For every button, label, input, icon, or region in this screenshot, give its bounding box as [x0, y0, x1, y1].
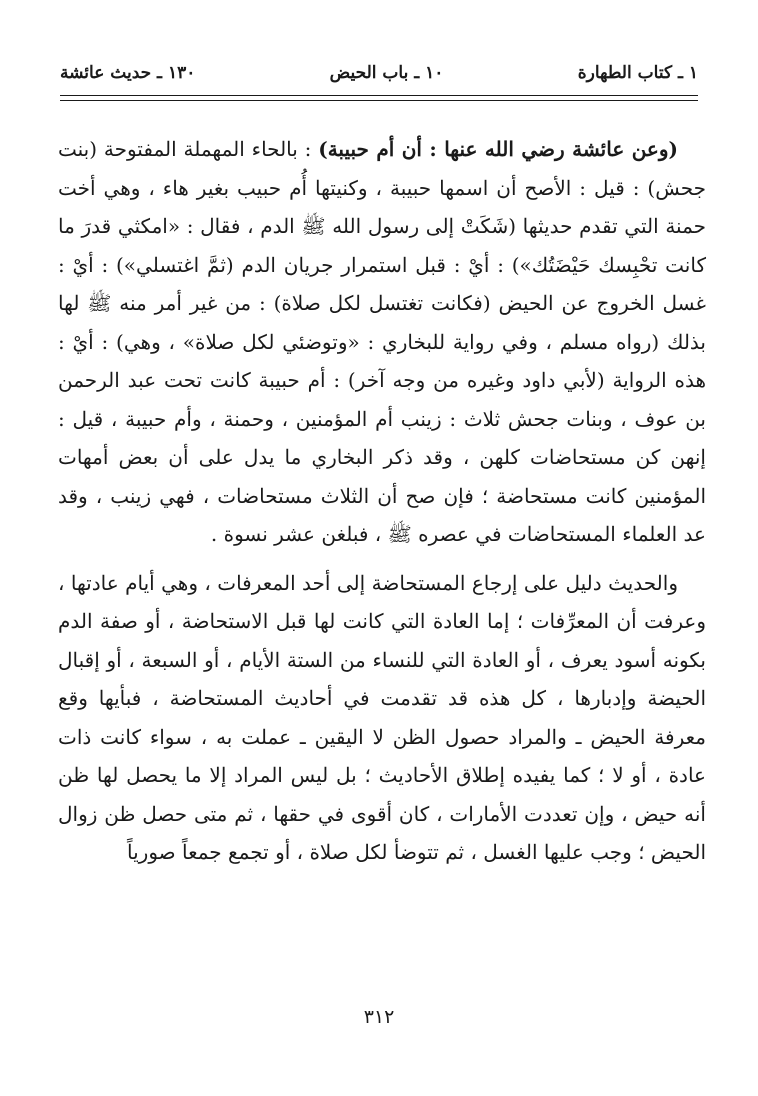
paragraph-text: : بالحاء المهملة المفتوحة (بنت جحش) : قيل : الأصح أن اسمها حبيبة ، وكنيتها أُم حبيب بغير هاء ، وهي أخت حمنة التي تقدم حديثها (شَكَتْ إلى رسول الله ﷺ الدم ، فقال : «امكثي قدرَ ما كانت تحْبِسك حَيْضَتُك») : أيْ : قبل استمرار جريان الدم (ثمَّ اغتسلي») : أيْ : غسل الخروج عن الحيض (فكانت تغتسل لكل صلاة) : من غير أمر منه ﷺ لها بذلك (رواه مسلم ، وفي رواية للبخاري : «وتوضئي لكل صلاة» ، وهي) : أيْ : هذه الرواية (لأبي داود وغيره من وجه آخر) : أم حبيبة كانت تحت عبد الرحمن بن عوف ، وبنات جحش ثلاث : زينب أم المؤمنين ، وحمنة ، وأم حبيبة ، قيل : إنهن كن مستحاضات كلهن ، وقد ذكر البخاري ما يدل على أن بعض أمهات المؤمنين كانت مستحاضة ؛ فإن صح أن الثلاث مستحاضات ، فهي زينب ، وقد عد العلماء المستحاضات في عصره ﷺ ، فبلغن عشر نسوة . — [58, 137, 706, 546]
page-number: ٣١٢ — [363, 1006, 395, 1028]
running-header — [60, 52, 698, 94]
paragraph-text: والحديث دليل على إرجاع المستحاضة إلى أحد المعرفات ، وهي أيام عادتها ، وعرفت أن المعرِّفات ؛ إما العادة التي كانت لها قبل الاستحاضة ، أو صفة الدم بكونه أسود يعرف ، أو العادة التي للنساء من الستة الأيام ، أو السبعة ، أو إقبال الحيضة وإدبارها ، كل هذه قد تقدمت في أحاديث المستحاضة ، فبأيها وقع معرفة الحيض ـ والمراد حصول الظن لا اليقين ـ عملت به ، سواء كانت ذات عادة ، أو لا ؛ كما يفيده إطلاق الأحاديث ؛ بل ليس المراد إلا ما يحصل لها ظن أنه حيض ، وإن تعددت الأمارات ، كان أقوى في حقها ، ثم متى حصل ظن زوال الحيض ؛ وجب عليها الغسل ، ثم تتوضأ لكل صلاة ، أو تجمع جمعاً صورياً — [58, 570, 706, 864]
hadith-lead: (وعن عائشة رضي الله عنها : أن أم حبيبة) — [318, 137, 678, 161]
header-rule-top — [60, 95, 698, 96]
header-book-title: ١ ـ كتاب الطهارة — [577, 63, 698, 83]
paragraph — [58, 130, 706, 554]
paragraph — [58, 564, 706, 872]
header-chapter-title: ١٠ ـ باب الحيض — [329, 63, 444, 83]
header-rule-bottom — [60, 100, 698, 101]
main-text — [58, 130, 706, 882]
header-hadith-title: ١٣٠ ـ حديث عائشة — [60, 63, 196, 83]
